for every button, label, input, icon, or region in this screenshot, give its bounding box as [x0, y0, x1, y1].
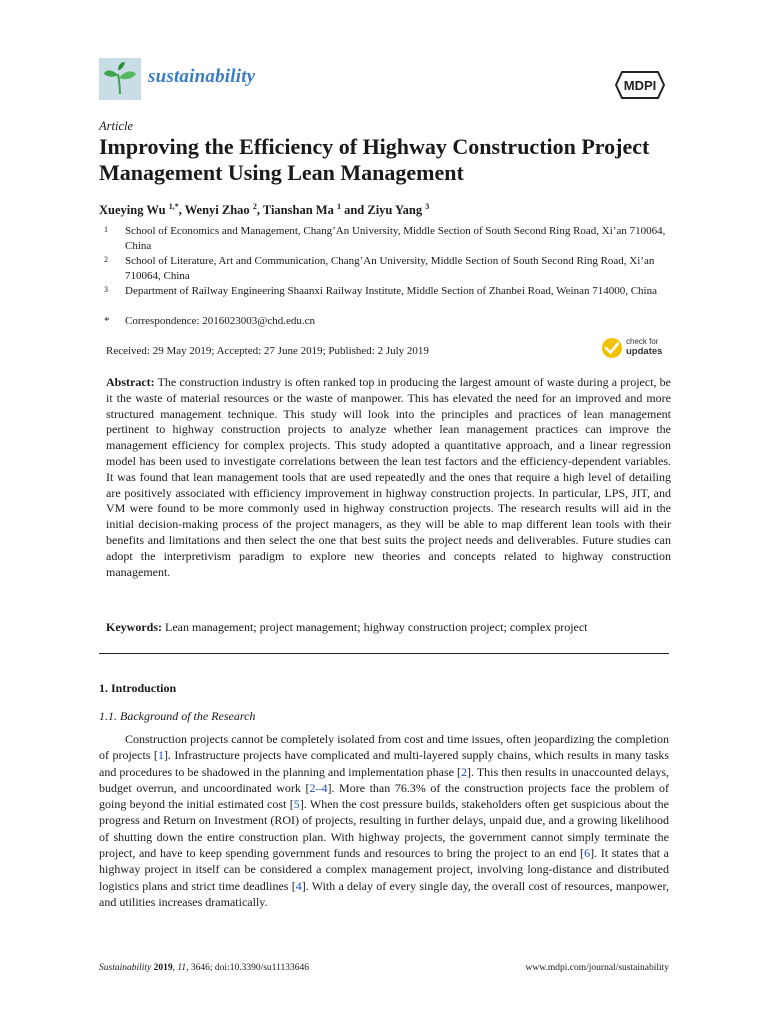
mdpi-logo-text: MDPI: [623, 78, 657, 93]
journal-logo: [99, 58, 141, 100]
footer-volume: 11: [177, 963, 187, 973]
leaf-sprout-icon: [99, 58, 141, 100]
author-affiliation-mark: 1: [336, 202, 341, 211]
author-name[interactable]: Ziyu Yang: [367, 203, 423, 218]
author-name[interactable]: Wenyi Zhao: [184, 203, 250, 218]
footer-year: 2019: [153, 963, 173, 973]
keywords: [106, 620, 671, 635]
affiliation-number: 2: [104, 255, 108, 264]
author-separator: and: [340, 203, 368, 218]
affiliation-text: Department of Railway Engineering Shaanxi Railway Institute, Middle Section of Zhanbei Road, Weinan 714000, China: [125, 285, 657, 297]
check-updates-icon: [601, 337, 623, 359]
subsection-title: 1.1. Background of the Research: [99, 709, 256, 723]
footer-journal: Sustainability: [99, 963, 152, 973]
keywords-text: Lean management; project management; highway construction project; complex project: [165, 620, 588, 634]
affiliation-text: School of Literature, Art and Communication, Chang’An University, Middle Section of South Second Ring Road, Xi’an 710064, China: [125, 255, 655, 282]
abstract: [106, 375, 671, 580]
article-type: Article: [99, 119, 134, 133]
affiliation-number: 1: [104, 225, 108, 234]
check-updates-label: [626, 337, 662, 357]
affiliation-number: 3: [104, 285, 108, 294]
footer-url[interactable]: www.mdpi.com/journal/sustainability: [525, 963, 669, 973]
article-title: Improving the Efficiency of Highway Construction Project Management Using Lean Management: [99, 134, 650, 185]
citation-range-dash[interactable]: –: [315, 780, 322, 795]
author-list: [99, 202, 429, 218]
abstract-text: The construction industry is often ranked top in producing the largest amount of waste during a project, be it the waste of material resources or the waste of manpower. This has elevated the need for an improved and more structured management technique. This study will look into the principles and practices of lean management pertinent to highway construction projects to analyze whether lean management practices can improve the management efficiency for complex projects. This study adopted a quantitative approach, and a linear regression model has been used to investigate correlations between the lean test factors and the efficiency-dependent variables. It was found that lean management tools that are used repeatedly and the ones that require a high level of detailing are positively associated with efficiency improvement in highway construction projects. In particular, LPS, JIT, and VM were found to be more commonly used in highway construction projects. The research results will aid in the initial decision-making process of the project managers, as they will be able to map different lean tools with their benefits and limitations and then select the one that best suits the project needs and deliverables. Future studies can adopt the interpretivism paradigm to explore new theories and concepts related to highway construction management.: [106, 375, 671, 579]
paragraph-text: Construction projects cannot be completely isolated from cost and time issues, often jeopardizing the completion of projects [: [99, 732, 669, 763]
section-title: 1. Introduction: [99, 681, 177, 695]
footer-doi[interactable]: , 3646; doi:10.3390/su11133646: [186, 963, 309, 973]
citation-link[interactable]: 5: [293, 797, 300, 812]
author-separator: ,: [256, 203, 263, 218]
check-updates-line2: updates: [626, 346, 663, 357]
citation-link[interactable]: 6: [584, 846, 591, 861]
author-name[interactable]: Tianshan Ma: [262, 203, 334, 218]
author-affiliation-mark: 2: [252, 202, 257, 211]
divider: [99, 653, 669, 654]
correspondence-mark: *: [104, 315, 110, 327]
mdpi-logo[interactable]: [614, 70, 666, 100]
paragraph-text: ]. Infrastructure projects have complicated and multi-layered supply chains, which results in many tasks and procedures to be shadowed in the planning and implementation phase [: [99, 748, 669, 779]
paragraph-text: ]. More than 76.3% of the construction projects face the problem of going beyond the initial estimated cost [: [99, 780, 669, 812]
paragraph-text: ]. This then results in unaccounted delays, budget overrun, and uncoordinated work [: [99, 764, 669, 795]
author-name[interactable]: Xueying Wu: [99, 203, 166, 218]
publication-dates: Received: 29 May 2019; Accepted: 27 June 2019; Published: 2 July 2019: [106, 345, 429, 357]
keywords-label: Keywords:: [106, 620, 162, 634]
body-paragraph: [99, 731, 669, 910]
author-affiliation-mark: 1,*: [168, 202, 179, 211]
correspondence-text[interactable]: Correspondence: 2016023003@chd.edu.cn: [125, 315, 316, 327]
journal-name[interactable]: sustainability: [148, 66, 256, 87]
author-affiliation-mark: 3: [425, 202, 430, 211]
citation-link[interactable]: 2: [461, 764, 468, 779]
citation-link[interactable]: 1: [157, 748, 164, 763]
author-separator: ,: [178, 203, 185, 218]
paragraph-text: ]. When the cost pressure builds, stakeholders often get suspicious about the progress and Return on Investment (ROI) of projects, resulting in further delays, unpaid due, and a growing likelihood of shutting down the entire construction plan. With highway projects, the government cannot simply terminate the project, and have to keep spending government funds and resources to bring the project to an end [: [99, 797, 669, 861]
check-for-updates-badge[interactable]: [601, 337, 671, 359]
citation-link[interactable]: 4: [295, 878, 302, 893]
paragraph-text: ]. With a delay of every single day, the overall cost of resources, manpower, and utilities increases dramatically.: [99, 878, 669, 909]
abstract-label: Abstract:: [106, 375, 155, 389]
check-updates-line1: check for: [626, 337, 659, 346]
citation-link[interactable]: 4: [321, 780, 328, 795]
footer-citation: Sustainability 2019, 11, 3646; doi:10.3390/su11133646: [99, 963, 309, 973]
paragraph-text: ]. It states that a highway project in itself can be considered a complex management project, involving long-distance and distributed logistics plans and strict time deadlines [: [99, 846, 670, 893]
citation-link[interactable]: 2: [309, 780, 316, 795]
affiliation-text: School of Economics and Management, Chang’An University, Middle Section of South Second Ring Road, Xi’an 710064, China: [125, 225, 666, 252]
